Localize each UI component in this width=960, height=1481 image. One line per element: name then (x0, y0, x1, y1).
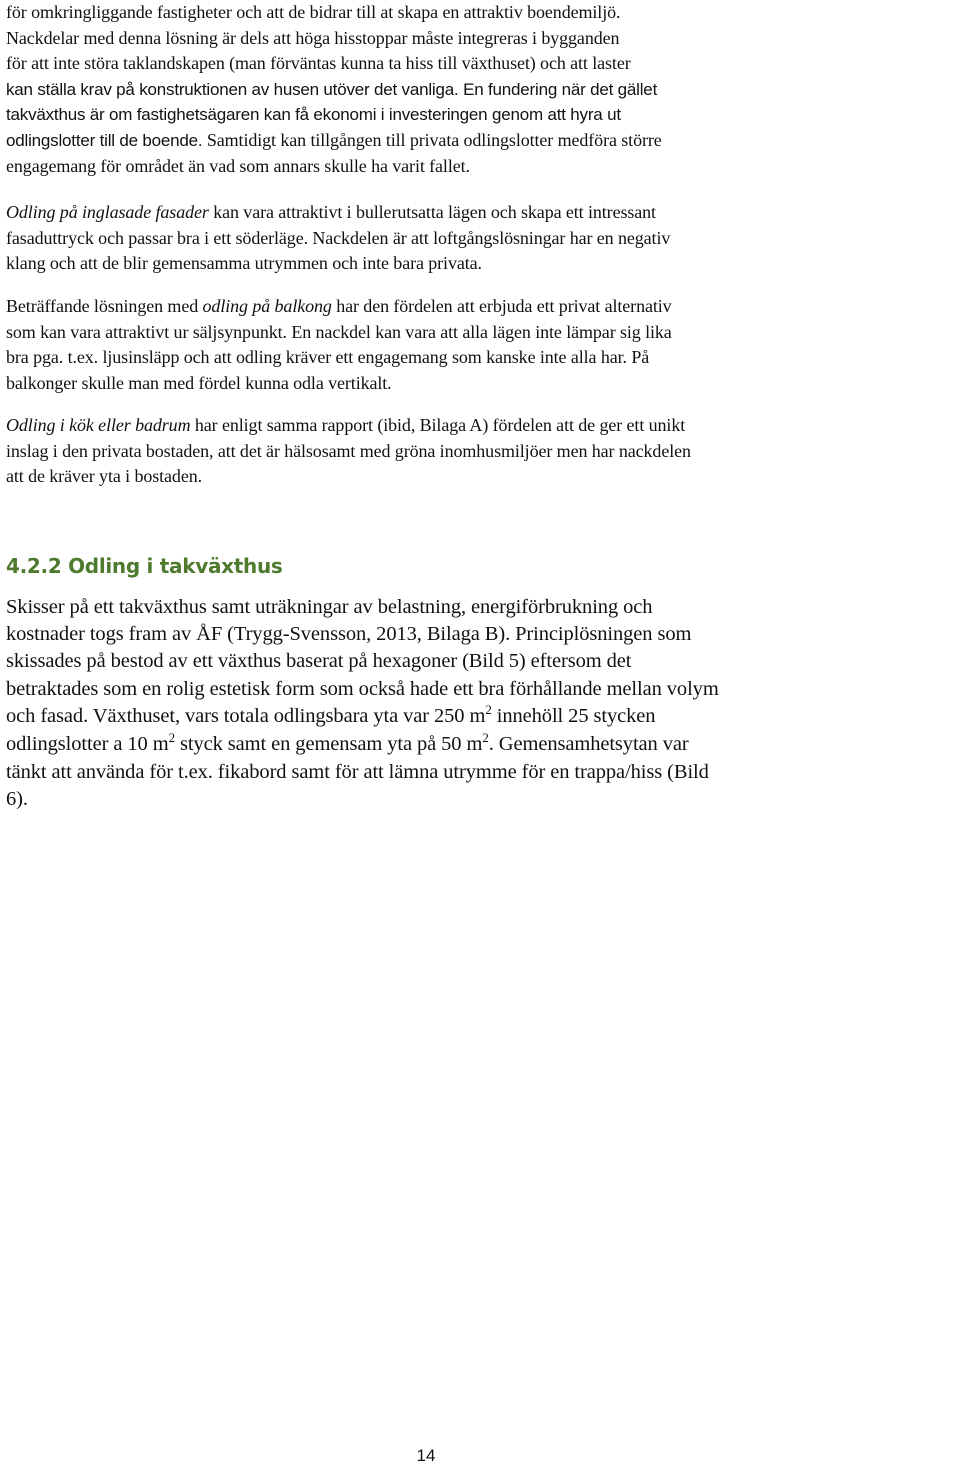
text-line: tänkt att använda för t.ex. fikabord samt för att lämna utrymme för en trappa/hiss (Bild (6, 761, 709, 784)
text-line (6, 294, 941, 320)
text-line: balkonger skulle man med fördel kunna odla vertikalt. (6, 372, 392, 393)
paragraph-fasader (6, 200, 941, 277)
text-line (6, 128, 941, 154)
text-line: takväxthus är om fastighetsägaren kan få ekonomi i investeringen genom att hyra ut (6, 105, 621, 125)
superscript: 2 (168, 730, 175, 746)
text-fragment: odlingslotter a 10 m (6, 733, 169, 756)
emphasis-text: Odling på inglasade fasader (6, 202, 209, 222)
text-line: Nackdelar med denna lösning är dels att höga hisstoppar måste integreras i bygganden (6, 27, 620, 48)
text-line: 6). (6, 788, 28, 811)
paragraph-balkong (6, 294, 941, 396)
text-line (6, 413, 941, 439)
text-fragment: odlingslotter till de boende. (6, 130, 203, 150)
text-fragment: har den fördelen att erbjuda ett privat alternativ (331, 296, 672, 316)
text-fragment: kan ställa krav på konstruktionen av husen utöver det vanliga. (6, 79, 459, 99)
text-line (6, 731, 941, 759)
text-line: Skisser på ett takväxthus samt uträkningar av belastning, energiförbrukning och (6, 596, 653, 618)
superscript: 2 (482, 730, 489, 746)
text-fragment: innehöll 25 stycken (491, 704, 656, 727)
text-line: att de kräver yta i bostaden. (6, 466, 203, 487)
text-fragment: Beträffande lösningen med (6, 296, 203, 316)
text-line: skissades på bestod av ett växthus baserat på hexagoner (Bild 5) eftersom det (6, 650, 632, 673)
text-line: för att inte störa taklandskapen (man förväntas kunna ta hiss till växthuset) och att laster (6, 53, 631, 74)
text-fragment: och fasad. Växthuset, vars totala odlingsbara yta var 250 m (6, 704, 486, 727)
emphasis-text: Odling i kök eller badrum (6, 415, 191, 435)
text-line (6, 200, 941, 226)
superscript: 2 (485, 701, 492, 717)
text-line: bra pga. t.ex. ljusinsläpp och att odling kräver ett engagemang som kanske inte alla har. På (6, 347, 650, 368)
text-fragment: En fundering när det gället (458, 79, 658, 99)
page-number: 14 (416, 1446, 436, 1465)
emphasis-text: odling på balkong (202, 296, 332, 316)
paragraph-takvaxthus (6, 594, 941, 814)
text-line: fasaduttryck och passar bra i ett söderläge. Nackdelen är att loftgångslösningar har en negativ (6, 227, 671, 248)
text-line (6, 77, 941, 103)
text-line (6, 703, 941, 731)
paragraph-intro (6, 0, 941, 179)
paragraph-kok-badrum (6, 413, 941, 490)
text-fragment: styck samt en gemensam yta på 50 m (174, 733, 483, 756)
text-line: klang och att de blir gemensamma utrymmen och inte bara privata. (6, 253, 482, 274)
text-line: betraktades som en rolig estetisk form som också hade ett bra förhållande mellan volym (6, 677, 719, 700)
text-line: för omkringliggande fastigheter och att de bidrar till at skapa en attraktiv boendemiljö. (6, 2, 621, 22)
text-fragment: kan vara attraktivt i bullerutsatta lägen och skapa ett intressant (208, 202, 656, 222)
text-fragment: . Gemensamhetsytan var (488, 733, 689, 756)
section-heading: 4.2.2 Odling i takväxthus (6, 554, 283, 578)
text-line: kostnader togs fram av ÅF (Trygg-Svensson, 2013, Bilaga B). Principlösningen som (6, 623, 692, 646)
text-fragment: har enligt samma rapport (ibid, Bilaga A) fördelen att de ger ett unikt (190, 415, 686, 435)
text-line: som kan vara attraktivt ur säljsynpunkt. En nackdel kan vara att alla lägen inte lämpar sig lika (6, 321, 672, 342)
text-line: inslag i den privata bostaden, att det är hälsosamt med gröna inomhusmiljöer men har nackdelen (6, 440, 691, 461)
text-line: engagemang för området än vad som annars skulle ha varit fallet. (6, 155, 470, 176)
text-fragment: Samtidigt kan tillgången till privata odlingslotter medföra större (202, 129, 662, 150)
